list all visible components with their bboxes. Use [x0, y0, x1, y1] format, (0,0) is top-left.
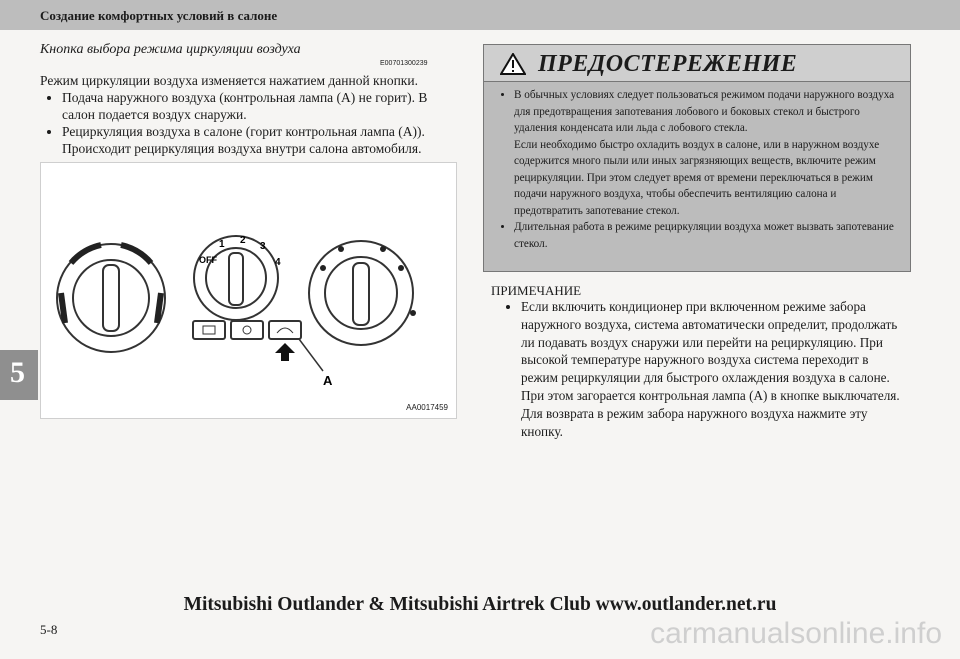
recirculation-button [269, 321, 301, 339]
note-list [505, 298, 905, 440]
air-mode-knob [309, 241, 416, 345]
fan-label-1: 1 [219, 239, 225, 250]
footer-club-text: Mitsubishi Outlander & Mitsubishi Airtrek Club www.outlander.net.ru [183, 594, 777, 615]
mode-item-recirculation: • Рециркуляция воздуха в салоне (горит контрольная лампа (A)). Происходит рециркуляция воздуха внутри салона автомобиля. [62, 123, 460, 157]
mode-item-outside-air: • Подача наружного воздуха (контрольная лампа (A) не горит). В салон подается воздух снаружи. [62, 89, 460, 123]
warning-body [498, 87, 900, 252]
header-bar [0, 0, 960, 30]
warning-item-1: • В обычных условиях следует пользоваться режимом подачи наружного воздуха для предотвращения запотевания лобового и боковых стекол и быстрого удаления конденсата или льда с лобового стекла. [514, 87, 900, 137]
intro-text-block [40, 72, 460, 157]
fan-label-off: OFF [199, 255, 217, 265]
warning-header [484, 45, 910, 82]
note-heading: ПРИМЕЧАНИЕ [491, 283, 582, 298]
note-body [505, 298, 905, 440]
section-heading: Кнопка выбора режима циркуляции воздуха [40, 42, 301, 57]
chapter-tab [0, 350, 38, 400]
fan-label-3: 3 [260, 241, 266, 252]
climate-panel-illustration [41, 163, 454, 416]
warning-list-2 [498, 219, 900, 252]
mode-list [40, 89, 460, 157]
chapter-number: 5 [10, 356, 25, 389]
page-number: 5-8 [40, 622, 58, 637]
warning-title: ПРЕДОСТЕРЕЖЕНИЕ [538, 51, 798, 77]
page-header-title: Создание комфортных условий в салоне [40, 8, 278, 23]
figure-caption: AA0017459 [406, 403, 448, 412]
indicator-lamp-callout: A [323, 373, 333, 388]
temperature-knob [57, 244, 165, 352]
warning-item-1-continued: Если необходимо быстро охладить воздух в салоне, или в наружном воздухе содержится много пыли или иных загрязняющих веществ, включите режим рециркуляции. При этом следует время от времени переключаться в режим подачи наружного воздуха, чтобы обеспечить вентиляцию салона и предотвратить запотевание стекол. [514, 138, 880, 217]
indicator-arrow [275, 343, 295, 361]
fan-speed-knob [194, 235, 281, 320]
fan-label-2: 2 [240, 235, 246, 246]
site-watermark: carmanualsonline.info [650, 617, 942, 650]
warning-triangle-icon [500, 53, 526, 75]
warning-box [483, 44, 911, 272]
rear-defroster-button [193, 321, 225, 339]
reference-code: E00701300239 [380, 60, 428, 67]
ac-button [231, 321, 263, 339]
fan-label-4: 4 [275, 257, 281, 268]
climate-control-figure [40, 162, 457, 419]
warning-item-2: • Длительная работа в режиме рециркуляции воздуха может вызвать запотевание стекол. [514, 219, 900, 252]
note-item: • Если включить кондиционер при включенном режиме забора наружного воздуха, система автоматически определит, продолжать ли подавать воздух снаружи или перейти на рециркуляцию. При высокой температуре наружного воздуха система переходит в режим рециркуляции для быстрого охлаждения воздуха в салоне. При этом загорается контрольная лампа (A) в кнопке выключателя. Для возврата в режим забора наружного воздуха нажмите эту кнопку. [521, 298, 905, 440]
intro-paragraph: Режим циркуляции воздуха изменяется нажатием данной кнопки. [40, 73, 418, 88]
warning-list [498, 87, 900, 137]
